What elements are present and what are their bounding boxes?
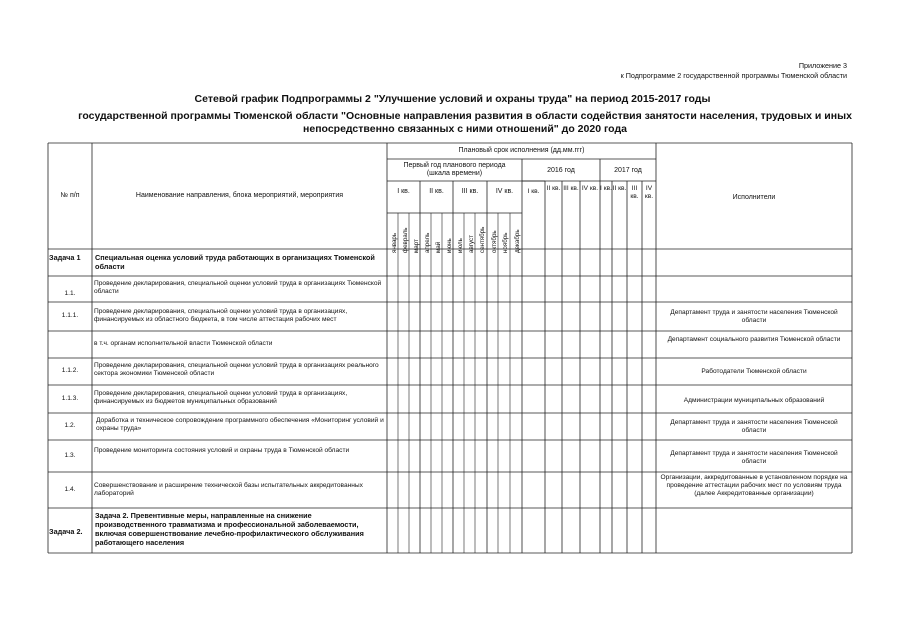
row-executor: Организации, аккредитованные в установленном порядке на проведение аттестации рабочих мест по условиям труда (далее Аккредитованные организации) <box>660 474 848 497</box>
row-name: Проведение мониторинга состояния условий и охраны труда в Тюменской области <box>94 447 350 454</box>
document-subtitle: государственной программы Тюменской области "Основные направления развития в области содействия занятости населения, трудовых и иных непосредственно связанных с ними отношений" до 2020 года <box>78 110 852 135</box>
row-num: Задача 2. <box>49 527 83 536</box>
header-2017-q1: I кв. <box>600 185 612 192</box>
header-q2: II кв. <box>429 188 444 195</box>
row-name: Совершенствование и расширение технической базы испытательных аккредитованных лабораторий <box>94 482 363 497</box>
row-num: 1.4. <box>64 486 76 493</box>
row-num: 1.1. <box>64 290 76 297</box>
document-title: Сетевой график Подпрограммы 2 "Улучшение условий и охраны труда" на период 2015-2017 годы <box>194 93 711 105</box>
row-num: Задача 1 <box>49 253 81 262</box>
header-first-year: Первый год планового периода (шкала времени) <box>403 162 506 177</box>
header-2016-q3: III кв. <box>563 185 579 192</box>
row-executor: Департамент труда и занятости населения Тюменской области <box>670 309 838 324</box>
row-executor: Департамент социального развития Тюменской области <box>667 336 841 343</box>
row-num: 1.1.3. <box>61 395 79 402</box>
month-label: апрель <box>423 232 431 253</box>
header-2017-q2: II кв. <box>612 185 627 192</box>
row-name: в т.ч. органам исполнительной власти Тюменской области <box>94 340 273 347</box>
row-name: Доработка и техническое сопровождение программного обеспечения «Мониторинг условий и охраны труда» <box>96 417 384 432</box>
row-executor: Департамент труда и занятости населения Тюменской области <box>670 419 838 434</box>
header-q3: III кв. <box>461 188 479 195</box>
row-num: 1.3. <box>64 452 76 459</box>
header-name: Наименование направления, блока мероприятий, мероприятия <box>135 192 344 199</box>
header-deadline: Плановый срок исполнения (дд.мм.ггг) <box>458 147 585 154</box>
month-label: ноябрь <box>501 232 509 253</box>
month-label: февраль <box>401 227 409 253</box>
month-label: декабрь <box>513 229 521 253</box>
row-num: 1.2. <box>64 422 76 429</box>
header-2017-q3: III кв. <box>630 185 639 200</box>
header-2016-q4: IV кв. <box>581 185 599 192</box>
header-2016-q1: I кв. <box>527 188 540 195</box>
annex-line-2: к Подпрограмме 2 государственной программы Тюменской области <box>620 71 847 80</box>
month-label: июль <box>456 238 464 253</box>
row-executor: Работодатели Тюменской области <box>701 368 807 375</box>
header-q1: I кв. <box>397 188 410 195</box>
row-name: Специальная оценка условий труда работающих в организациях Тюменской области <box>95 253 375 271</box>
header-executors: Исполнители <box>732 194 776 201</box>
month-label: июнь <box>445 238 453 253</box>
month-label: март <box>412 239 420 253</box>
row-name: Проведение декларирования, специальной оценки условий труда в организациях Тюменской области <box>94 280 382 295</box>
month-label: май <box>434 241 442 253</box>
header-num: № п/п <box>60 192 80 199</box>
annex-line-1: Приложение 3 <box>798 61 847 70</box>
header-q4: IV кв. <box>495 188 514 195</box>
row-num: 1.1.1. <box>61 312 79 319</box>
month-label: январь <box>390 232 398 253</box>
row-name: Проведение декларирования, специальной оценки условий труда в организациях, финансируемых из бюджетов муниципальных образований <box>94 390 348 405</box>
header-2016: 2016 год <box>547 167 575 174</box>
header-2017: 2017 год <box>614 167 642 174</box>
row-executor: Департамент труда и занятости населения Тюменской области <box>670 450 838 465</box>
header-2017-q4: IV кв. <box>644 185 654 200</box>
row-name: Проведение декларирования, специальной оценки условий труда в организациях реального сектора экономики Тюменской области <box>94 362 379 377</box>
month-label: август <box>467 235 475 253</box>
row-num: 1.1.2. <box>61 367 79 374</box>
row-name: Задача 2. Превентивные меры, направленные на снижение производственного травматизма и профессиональной заболеваемости, включая совершенствование лечебно-профилактического обслуживания работающего населения <box>95 511 364 547</box>
row-name: Проведение декларирования, специальной оценки условий труда в организациях, финансируемых из областного бюджета, в том числе аттестация рабочих мест <box>94 308 348 323</box>
month-label: октябрь <box>490 230 498 253</box>
month-label: сентябрь <box>478 226 486 253</box>
header-2016-q2: II кв. <box>546 185 561 192</box>
row-executor: Администрации муниципальных образований <box>683 397 825 404</box>
